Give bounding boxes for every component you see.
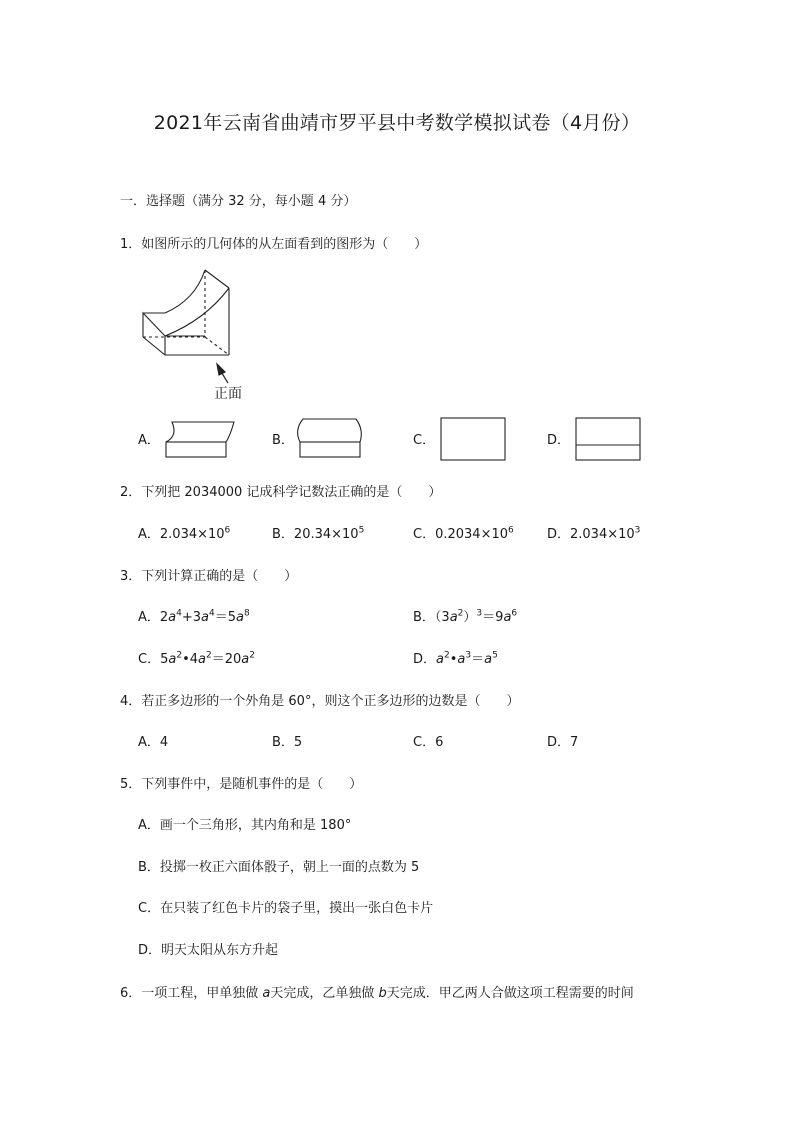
page-title: 2021年云南省曲靖市罗平县中考数学模拟试卷（4月份） [153, 112, 641, 134]
q1-option-a-label: A． [138, 433, 160, 448]
q3-option-c: C．$5a^2•4a^2=20a^2$ [138, 650, 255, 667]
q3-option-d: D．$a^2•a^3=a^5$ [413, 650, 498, 667]
question-6-stem: 6．一项工程，甲单独做 a天完成，乙单独做 b天完成．甲乙两人合做这项工程需要的时间 [120, 986, 634, 1001]
q4-option-c: C．6 [413, 735, 444, 750]
q5-option-a: A．画一个三角形，其内角和是 180° [138, 818, 352, 833]
question-2-stem: 2．下列把 2034000 记成科学记数法正确的是（ ） [120, 485, 442, 500]
q1-option-b-label: B． [272, 433, 294, 448]
figure-label-front: 正面 [214, 386, 242, 402]
q4-option-b: B．5 [272, 735, 303, 750]
q2-option-c: C．$0.2034\times 10^6$ [413, 525, 514, 542]
question-5-stem: 5．下列事件中，是随机事件的是（ ） [120, 777, 363, 792]
question-1-stem: 1．如图所示的几何体的从左面看到的图形为（ ） [120, 237, 428, 252]
q2-option-b: B．$20.34\times 10^5$ [272, 525, 365, 542]
q3-option-b: B．$(3a^2)^3=9a^6$ [413, 608, 518, 625]
question-4-stem: 4．若正多边形的一个外角是 60°，则这个正多边形的边数是（ ） [120, 694, 520, 709]
q5-option-c: C．在只装了红色卡片的袋子里，摸出一张白色卡片 [138, 901, 434, 916]
q1-option-d-label: D． [547, 433, 571, 448]
question-3-stem: 3．下列计算正确的是（ ） [120, 569, 298, 584]
q2-option-a: A．$2.034\times 10^6$ [138, 525, 231, 542]
q1-option-c-label: C． [413, 433, 436, 448]
q2-option-d: D．$2.034\times 10^3$ [547, 525, 641, 542]
section-heading: 一．选择题（满分 32 分，每小题 4 分） [120, 194, 357, 209]
q5-option-b: B．投掷一枚正六面体骰子，朝上一面的点数为 5 [138, 860, 420, 875]
q5-option-d: D．明天太阳从东方升起 [138, 943, 279, 958]
q4-option-a: A．4 [138, 735, 169, 750]
q3-option-a: A．$2a^4+3a^4=5a^8$ [138, 608, 250, 625]
q4-option-d: D．7 [547, 735, 579, 750]
